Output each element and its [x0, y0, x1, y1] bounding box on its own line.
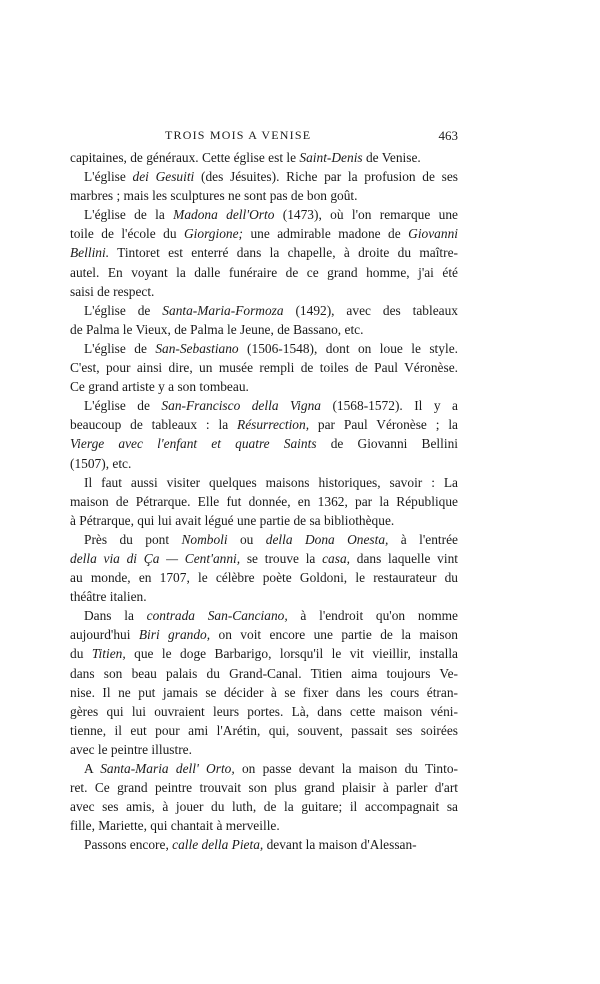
text-segment: (1568-1572). Il y a	[320, 398, 458, 414]
text-segment: à l'entrée	[388, 531, 458, 547]
text-segment: (1473), où l'on remarque une	[274, 207, 458, 223]
text-line	[70, 683, 458, 702]
text-line	[70, 377, 458, 396]
page-number: 463	[438, 128, 458, 143]
italic-text: calle della Pieta,	[172, 837, 264, 853]
text-segment: aujourd'hui	[70, 627, 139, 643]
text-line	[70, 664, 458, 683]
text-line	[70, 339, 458, 358]
text-line	[70, 415, 458, 434]
text-segment: Près du pont	[84, 531, 182, 547]
text-segment: ret. Ce grand peintre trouvait son plus grand plaisir à parler d'art	[70, 780, 458, 796]
text-segment: (1507), etc.	[70, 455, 132, 471]
text-line	[70, 358, 458, 377]
text-line	[70, 549, 458, 568]
italic-text: casa,	[322, 550, 351, 566]
paragraph	[70, 339, 458, 396]
text-segment: L'église de	[84, 340, 156, 356]
text-segment: L'église de	[84, 398, 162, 414]
running-title: TROIS MOIS A VENISE	[165, 128, 312, 142]
text-segment: A	[84, 761, 101, 776]
text-segment: on voit encore une partie de la maison	[210, 627, 459, 643]
text-line	[70, 282, 458, 301]
italic-text: Madona dell'Orto	[173, 207, 275, 223]
text-segment: beaucoup de tableaux : la	[70, 417, 238, 433]
text-line	[70, 148, 458, 167]
text-line	[70, 797, 458, 816]
italic-text: Nomboli	[181, 531, 228, 547]
text-line	[70, 492, 458, 511]
italic-text: San-Francisco della Vigna	[161, 398, 321, 414]
text-segment: avec ses amis, à jouer du luth, de la guitare; il accompagnait sa	[70, 799, 458, 815]
paragraph	[70, 167, 458, 205]
italic-text: Giorgione;	[184, 226, 244, 242]
italic-text: della via di Ça — Cent'anni,	[70, 550, 241, 566]
paragraph	[70, 835, 458, 854]
page-header	[70, 128, 458, 146]
text-segment: fille, Mariette, qui chantait à merveille.	[70, 818, 280, 834]
text-segment: au monde, en 1707, le célèbre poète Goldoni, le restaurateur du	[70, 570, 458, 586]
text-line	[70, 778, 458, 797]
text-line	[70, 721, 458, 740]
paragraph	[70, 148, 458, 167]
text-segment: Il faut aussi visiter quelques maisons historiques, savoir : La	[84, 474, 458, 490]
text-line	[70, 263, 458, 282]
text-segment: (1492), avec des tableaux	[283, 302, 458, 318]
text-segment: C'est, pour ainsi dire, un musée rempli de toiles de Paul Véronèse.	[70, 360, 458, 376]
text-line	[70, 568, 458, 587]
italic-text: Bellini.	[70, 245, 110, 261]
text-line	[70, 587, 458, 606]
text-line	[70, 243, 458, 262]
text-line	[70, 740, 458, 759]
text-segment: marbres ; mais les sculptures ne sont pas de bon goût.	[70, 188, 358, 204]
text-segment: Tintoret est enterré dans la chapelle, à droite du maître-	[109, 245, 458, 261]
text-segment: Ce grand artiste y a son tombeau.	[70, 379, 249, 395]
text-segment: L'église	[84, 169, 133, 185]
body-text	[70, 148, 458, 854]
text-segment: du	[70, 646, 92, 662]
text-segment: devant la maison d'Alessan-	[263, 837, 417, 853]
paragraph	[70, 396, 458, 472]
italic-text: Saint-Denis	[299, 150, 363, 165]
text-line	[70, 473, 458, 492]
text-segment: L'église de la	[84, 207, 174, 223]
text-line	[70, 816, 458, 835]
paragraph	[70, 301, 458, 339]
text-segment: nise. Il ne put jamais se décider à se fixer dans les cours étran-	[70, 684, 458, 700]
text-line	[70, 186, 458, 205]
italic-text: Santa-Maria dell' Orto,	[100, 761, 235, 776]
text-line	[70, 625, 458, 644]
text-line	[70, 320, 458, 339]
text-segment: à l'endroit qu'on nomme	[287, 608, 458, 624]
text-segment: gères qui lui ouvraient leurs portes. Là, dans cette maison véni-	[70, 703, 458, 719]
text-segment: autel. En voyant la dalle funéraire de ce grand homme, j'ai été	[70, 264, 458, 280]
text-segment: se trouve la	[240, 550, 323, 566]
text-segment: (1506-1548), dont on loue le style.	[238, 340, 458, 356]
text-segment: (des Jésuites). Riche par la profusion de ses	[194, 169, 458, 185]
text-segment: à Pétrarque, qui lui avait légué une partie de sa bibliothèque.	[70, 512, 395, 528]
text-line	[70, 396, 458, 415]
text-line	[70, 759, 458, 778]
text-segment: par Paul Véronèse ; la	[309, 417, 458, 433]
italic-text: Résurrection,	[237, 417, 310, 433]
text-segment: Passons encore,	[84, 837, 173, 853]
text-line	[70, 434, 458, 453]
text-line	[70, 530, 458, 549]
italic-text: San-Sebastiano	[155, 340, 239, 356]
text-segment: de Giovanni Bellini	[316, 436, 458, 452]
text-segment: on passe devant la maison du Tinto-	[234, 761, 458, 776]
italic-text: Giovanni	[408, 226, 458, 242]
paragraph	[70, 205, 458, 300]
italic-text: dei Gesuiti	[132, 169, 195, 185]
italic-text: Vierge avec l'enfant et quatre Saints	[70, 436, 317, 452]
text-segment: saisi de respect.	[70, 283, 155, 299]
text-segment: toile de l'école du	[70, 226, 184, 242]
italic-text: della Dona Onesta,	[265, 531, 389, 547]
text-segment: de Venise.	[362, 150, 421, 165]
text-line	[70, 644, 458, 663]
text-line	[70, 511, 458, 530]
text-line	[70, 835, 458, 854]
text-segment: ou	[227, 531, 266, 547]
italic-text: Biri grando,	[138, 627, 211, 643]
text-segment: tienne, il eut pour ami l'Arétin, qui, souvent, passait ses soirées	[70, 722, 458, 738]
text-segment: capitaines, de généraux. Cette église est le	[70, 150, 300, 165]
text-line	[70, 224, 458, 243]
text-line	[70, 205, 458, 224]
text-line	[70, 301, 458, 320]
text-segment: Dans la	[84, 608, 147, 624]
text-segment: dans son beau palais du Grand-Canal. Titien aima toujours Ve-	[70, 665, 458, 681]
text-segment: une admirable madone de	[243, 226, 409, 242]
paragraph	[70, 606, 458, 759]
text-segment: de Palma le Vieux, de Palma le Jeune, de Bassano, etc.	[70, 321, 364, 337]
text-line	[70, 606, 458, 625]
italic-text: contrada San-Canciano,	[146, 608, 288, 624]
text-line	[70, 167, 458, 186]
text-segment: dans laquelle vint	[350, 550, 458, 566]
italic-text: Santa-Maria-Formoza	[162, 302, 284, 318]
italic-text: Titien,	[91, 646, 126, 662]
text-segment: maison de Pétrarque. Elle fut donnée, en 1362, par la République	[70, 493, 458, 509]
text-segment: avec le peintre illustre.	[70, 741, 192, 757]
paragraph	[70, 473, 458, 530]
text-line	[70, 454, 458, 473]
paragraph	[70, 530, 458, 606]
text-segment: L'église de	[84, 302, 163, 318]
paragraph	[70, 759, 458, 835]
text-segment: théâtre italien.	[70, 589, 147, 605]
text-segment: que le doge Barbarigo, lorsqu'il le vit vieillir, installa	[125, 646, 458, 662]
text-line	[70, 702, 458, 721]
